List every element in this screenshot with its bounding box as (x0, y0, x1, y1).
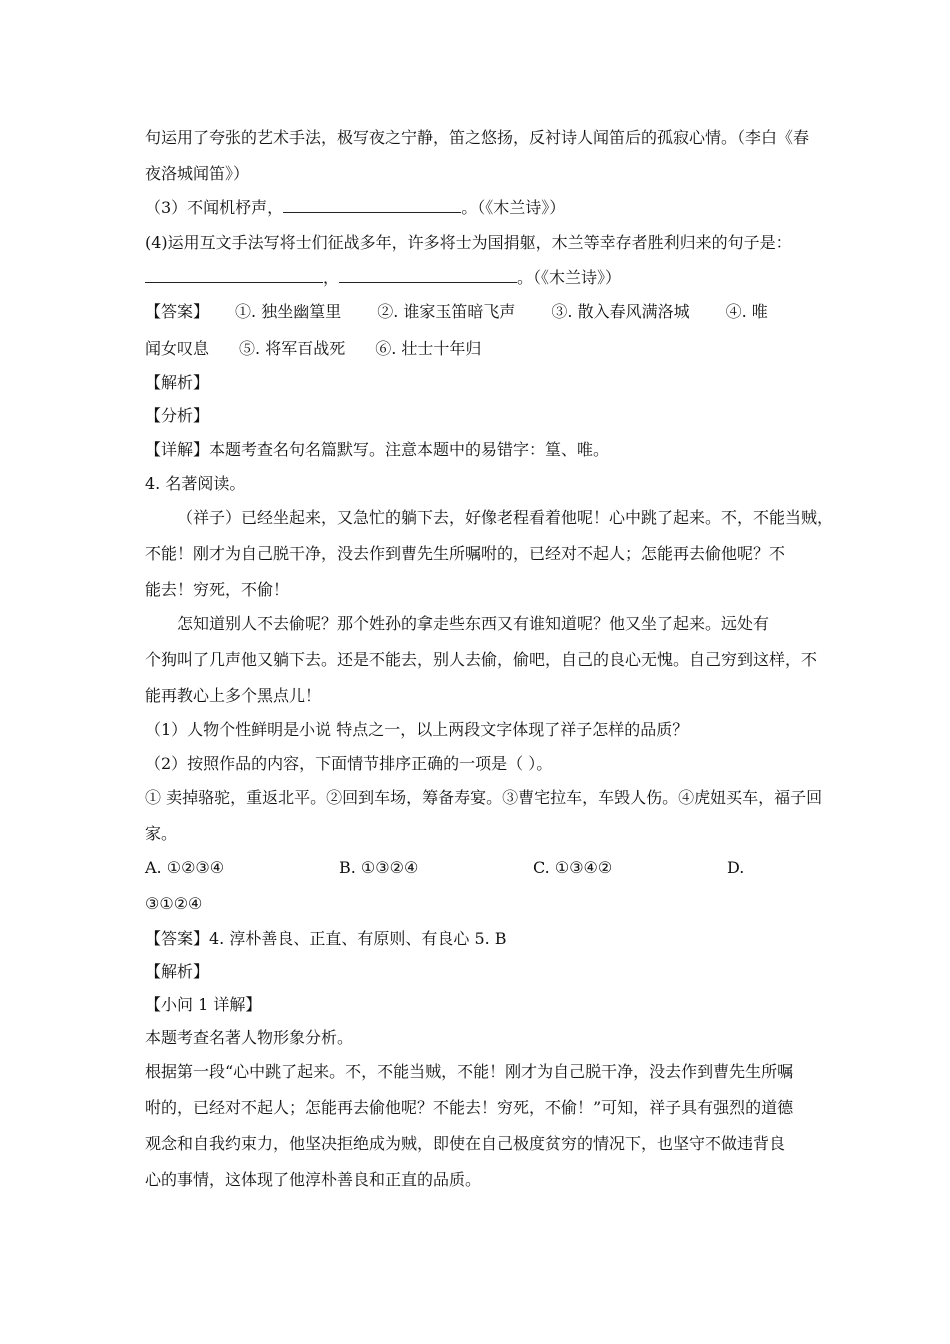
answer-line (145, 339, 825, 359)
option-d[interactable]: D. (727, 858, 745, 877)
answer-item: 闻女叹息 (145, 339, 210, 358)
analysis-heading: 【解析】 (145, 962, 210, 981)
answer-item: ⑥. 壮士十年归 (375, 339, 482, 358)
answer-item: ⑤. 将军百战死 (239, 339, 346, 358)
option-b[interactable]: B. ①③②④ (339, 858, 419, 877)
detail-text: 【详解】本题考查名句名篇默写。注意本题中的易错字：篁、唯。 (145, 440, 610, 459)
answer-item: ④. 唯 (725, 302, 768, 321)
item-suffix: 。（《木兰诗》） (517, 268, 622, 287)
answer-item: ③. 散入春风满洛城 (551, 302, 690, 321)
option-d-value: ③①②④ (145, 894, 203, 913)
comma: ， (323, 268, 340, 287)
passage-line: 能再教心上多个黑点儿！ (145, 686, 322, 705)
answer-label: 【答案】 (145, 302, 210, 321)
analysis-heading: 【解析】 (145, 373, 210, 392)
question-3-item-3 (145, 198, 825, 218)
analysis-heading: 【分析】 (145, 406, 210, 425)
sub-question-2: （2）按照作品的内容，下面情节排序正确的一项是（ ）。 (145, 754, 553, 773)
events-line: 家。 (145, 824, 178, 843)
passage-line: 怎知道别人不去偷呢？那个姓孙的拿走些东西又有谁知道呢？他又坐了起来。远处有 (177, 614, 770, 633)
analysis-text: 咐的，已经对不起人；怎能再去偷他呢？不能去！穷死，不偷！”可知，祥子具有强烈的道德 (145, 1098, 794, 1117)
options-row (145, 858, 825, 878)
item-suffix: 。（《木兰诗》） (461, 198, 566, 217)
analysis-text: 本题考查名著人物形象分析。 (145, 1028, 354, 1047)
text-line: 句运用了夸张的艺术手法，极写夜之宁静，笛之悠扬，反衬诗人闻笛后的孤寂心情。（李白《春 (145, 128, 810, 147)
analysis-text: 观念和自我约束力，他坚决拒绝成为贼，即使在自己极度贫穷的情况下，也坚守不做违背良 (145, 1134, 786, 1153)
item-prefix: （3）不闻机杼声， (145, 198, 284, 217)
events-line: ① 卖掉骆驼，重返北平。②回到车场，筹备寿宴。③曹宅拉车，车毁人伤。④虎妞买车，福子回 (145, 788, 823, 807)
answer-item: ①. 独坐幽篁里 (235, 302, 342, 321)
text-line: 夜洛城闻笛》） (145, 164, 250, 183)
answer-line: 【答案】4. 淳朴善良、正直、有原则、有良心 5. B (145, 929, 507, 948)
question-3-item-4: (4)运用互文手法写将士们征战多年，许多将士为国捐躯，木兰等幸存者胜利归来的句子是： (145, 233, 792, 252)
passage-line: （祥子）已经坐起来，又急忙的躺下去，好像老程看着他呢！心中跳了起来。不，不能当贼， (177, 508, 834, 527)
analysis-text: 根据第一段“心中跳了起来。不，不能当贼，不能！刚才为自己脱干净，没去作到曹先生所嘱 (145, 1062, 794, 1081)
passage-line: 能去！穷死，不偷！ (145, 580, 290, 599)
option-c[interactable]: C. ①③④② (533, 858, 613, 877)
passage-line: 不能！刚才为自己脱干净，没去作到曹先生所嘱咐的，已经对不起人；怎能再去偷他呢？不 (145, 544, 786, 563)
sub-question-1: （1）人物个性鲜明是小说 特点之一，以上两段文字体现了祥子怎样的品质？ (145, 720, 689, 739)
question-title: 4. 名著阅读。 (145, 474, 246, 493)
answer-line (145, 302, 825, 322)
answer-blank[interactable] (283, 198, 461, 213)
question-3-item-4-blanks (145, 268, 825, 288)
answer-blank[interactable] (339, 268, 517, 283)
analysis-text: 心的事情，这体现了他淳朴善良和正直的品质。 (145, 1170, 482, 1189)
option-a[interactable]: A. ①②③④ (145, 858, 225, 877)
answer-blank[interactable] (145, 268, 323, 283)
answer-item: ②. 谁家玉笛暗飞声 (377, 302, 516, 321)
sub-detail-label: 【小问 1 详解】 (145, 995, 262, 1014)
passage-line: 个狗叫了几声他又躺下去。还是不能去，别人去偷，偷吧，自己的良心无愧。自己穷到这样，不 (145, 650, 818, 669)
